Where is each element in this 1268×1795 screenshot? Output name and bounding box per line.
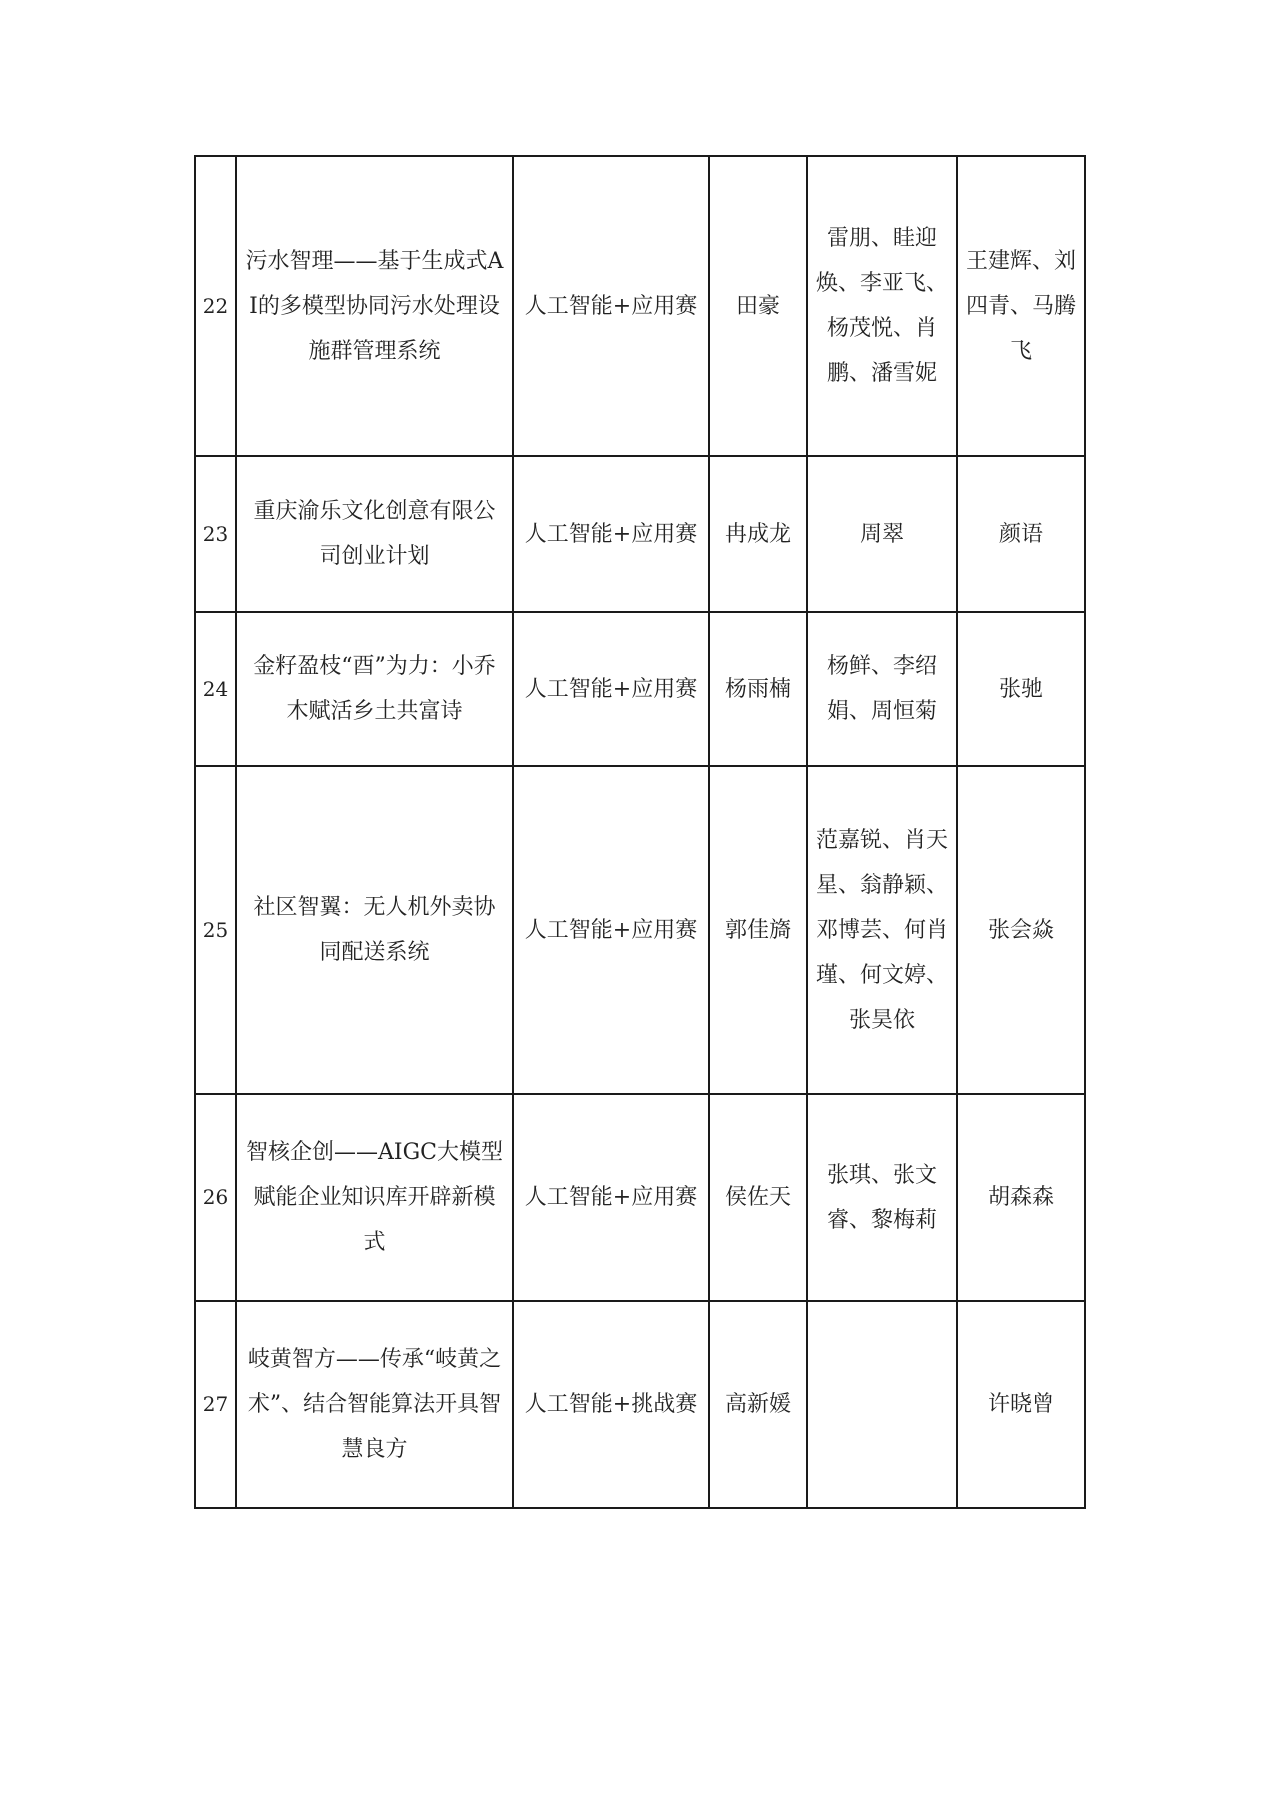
advisors-cell: 张驰: [957, 612, 1085, 766]
category-cell: 人工智能+应用赛: [513, 156, 709, 456]
project-roster-table: [194, 155, 1086, 1509]
table-row: [195, 456, 1085, 612]
project-name-cell: 重庆渝乐文化创意有限公司创业计划: [236, 456, 513, 612]
row-number-cell: 27: [195, 1301, 236, 1508]
leader-cell: 杨雨楠: [709, 612, 807, 766]
category-cell: 人工智能+应用赛: [513, 766, 709, 1094]
members-cell: 周翠: [807, 456, 957, 612]
advisors-cell: 胡森森: [957, 1094, 1085, 1301]
project-name-cell: 金籽盈枝“酉”为力：小乔木赋活乡土共富诗: [236, 612, 513, 766]
table-row: [195, 766, 1085, 1094]
row-number-cell: 22: [195, 156, 236, 456]
members-cell: 雷朋、眭迎焕、李亚飞、杨茂悦、肖鹏、潘雪妮: [807, 156, 957, 456]
members-cell: 杨鲜、李绍娟、周恒菊: [807, 612, 957, 766]
table-row: [195, 612, 1085, 766]
table-row: [195, 156, 1085, 456]
project-name-cell: 岐黄智方——传承“岐黄之术”、结合智能算法开具智慧良方: [236, 1301, 513, 1508]
category-cell: 人工智能+应用赛: [513, 1094, 709, 1301]
advisors-cell: 颜语: [957, 456, 1085, 612]
advisors-cell: 王建辉、刘四青、马腾飞: [957, 156, 1085, 456]
table-row: [195, 1094, 1085, 1301]
row-number-cell: 25: [195, 766, 236, 1094]
members-cell: [807, 1301, 957, 1508]
category-cell: 人工智能+应用赛: [513, 456, 709, 612]
advisors-cell: 许晓曾: [957, 1301, 1085, 1508]
project-name-cell: 污水智理——基于生成式AI的多模型协同污水处理设施群管理系统: [236, 156, 513, 456]
project-name-cell: 社区智翼：无人机外卖协同配送系统: [236, 766, 513, 1094]
members-cell: 范嘉锐、肖天星、翁静颖、邓博芸、何肖瑾、何文婷、张昊依: [807, 766, 957, 1094]
row-number-cell: 23: [195, 456, 236, 612]
leader-cell: 冉成龙: [709, 456, 807, 612]
category-cell: 人工智能+挑战赛: [513, 1301, 709, 1508]
leader-cell: 侯佐天: [709, 1094, 807, 1301]
table-row: [195, 1301, 1085, 1508]
row-number-cell: 26: [195, 1094, 236, 1301]
leader-cell: 田豪: [709, 156, 807, 456]
members-cell: 张琪、张文睿、黎梅莉: [807, 1094, 957, 1301]
leader-cell: 高新媛: [709, 1301, 807, 1508]
row-number-cell: 24: [195, 612, 236, 766]
advisors-cell: 张会焱: [957, 766, 1085, 1094]
leader-cell: 郭佳旖: [709, 766, 807, 1094]
category-cell: 人工智能+应用赛: [513, 612, 709, 766]
project-name-cell: 智核企创——AIGC大模型赋能企业知识库开辟新模式: [236, 1094, 513, 1301]
